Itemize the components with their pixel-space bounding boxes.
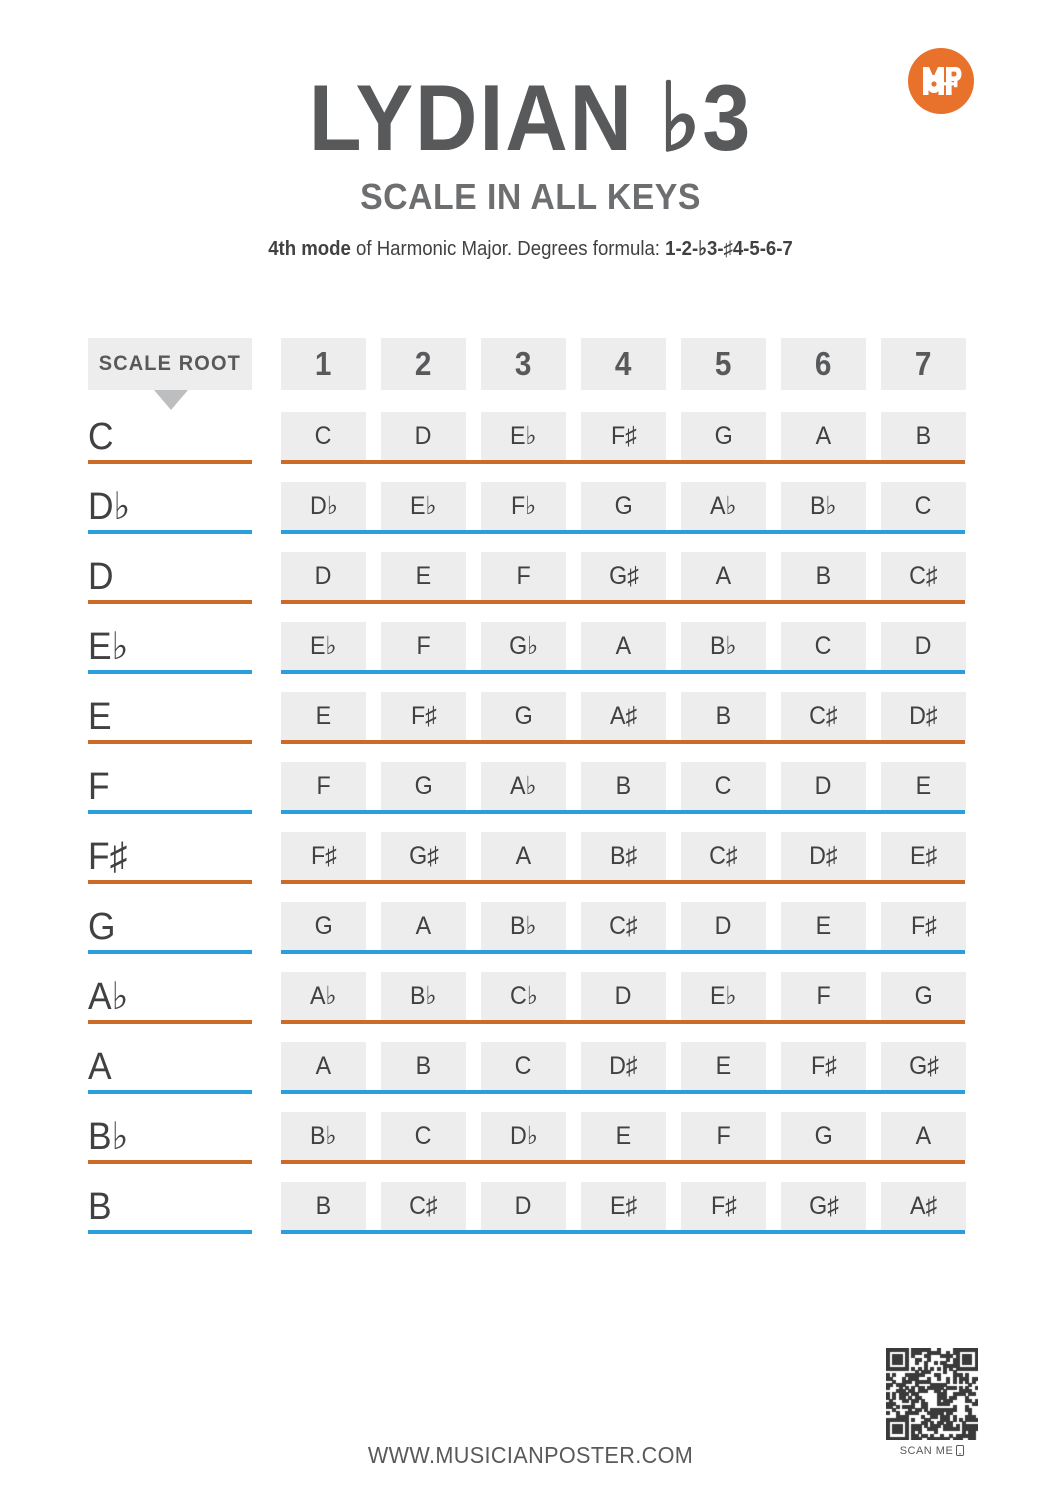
- degree-header-label: 2: [415, 345, 432, 382]
- note-cell: [581, 832, 666, 880]
- note-label: B: [715, 701, 732, 730]
- note-cell: [881, 972, 966, 1020]
- note-label: E♭: [510, 422, 537, 450]
- note-cell: [681, 552, 766, 600]
- note-cell: [881, 762, 966, 810]
- note-cell: [681, 902, 766, 950]
- note-label: B: [415, 1051, 432, 1080]
- note-label: G♭: [508, 632, 539, 660]
- note-label: G: [314, 911, 333, 940]
- note-label: F: [416, 631, 431, 660]
- note-label: E: [315, 701, 332, 730]
- note-cell: [481, 762, 566, 810]
- note-label: B♭: [410, 982, 437, 1010]
- table-row: [0, 394, 1061, 464]
- note-label: F: [316, 771, 331, 800]
- note-cell: [281, 762, 366, 810]
- note-label: A♯: [909, 1191, 938, 1220]
- scale-root-label: A♭: [88, 976, 129, 1018]
- note-label: G♯: [608, 561, 639, 590]
- note-label: B: [815, 561, 832, 590]
- note-cell: [681, 832, 766, 880]
- note-label: A♭: [510, 772, 537, 800]
- scale-root-header-label: SCALE ROOT: [98, 352, 242, 375]
- note-label: E♭: [410, 492, 437, 520]
- note-label: G: [714, 421, 733, 450]
- note-label: D♭: [309, 492, 338, 520]
- note-cell: [781, 1182, 866, 1230]
- note-cell: [781, 972, 866, 1020]
- note-cell: [481, 1042, 566, 1090]
- note-cell: [381, 1182, 466, 1230]
- scale-root-label: F: [88, 766, 110, 808]
- scan-me-row: [886, 1445, 978, 1457]
- note-cell: [881, 692, 966, 740]
- scale-root-cell: [88, 472, 252, 528]
- note-cell: [581, 1182, 666, 1230]
- scale-root-label: G: [88, 906, 116, 948]
- degree-header-label: 6: [815, 345, 832, 382]
- table-row: [0, 534, 1061, 604]
- note-cell: [881, 832, 966, 880]
- note-cell: [681, 972, 766, 1020]
- note-label: F: [816, 981, 831, 1010]
- note-cell: [481, 972, 566, 1020]
- note-cell: [781, 482, 866, 530]
- note-cell: [781, 832, 866, 880]
- note-label: D: [515, 1191, 532, 1220]
- note-cell: [581, 482, 666, 530]
- note-cell: [381, 1042, 466, 1090]
- degree-header-3: [481, 338, 566, 390]
- note-cell: [281, 412, 366, 460]
- phone-icon: [956, 1445, 964, 1456]
- scale-root-label: B: [88, 1186, 112, 1228]
- note-label: D♯: [909, 701, 938, 730]
- note-label: C♯: [709, 841, 738, 870]
- note-label: D: [815, 771, 832, 800]
- note-cell: [681, 1182, 766, 1230]
- note-label: A♯: [609, 701, 638, 730]
- note-cell: [781, 622, 866, 670]
- table-header-row: [0, 338, 1061, 394]
- note-label: E♯: [909, 841, 938, 870]
- note-label: F♯: [410, 701, 437, 730]
- scale-root-cell: [88, 1032, 252, 1088]
- degree-header-4: [581, 338, 666, 390]
- scale-root-cell: [88, 752, 252, 808]
- note-cell: [281, 1112, 366, 1160]
- note-label: G♯: [908, 1051, 939, 1080]
- note-label: A: [315, 1051, 332, 1080]
- note-label: D♯: [809, 841, 838, 870]
- note-label: G♯: [808, 1191, 839, 1220]
- note-label: C: [815, 631, 832, 660]
- note-label: D: [915, 631, 932, 660]
- note-label: E: [415, 561, 432, 590]
- note-cell: [781, 762, 866, 810]
- note-cell: [681, 692, 766, 740]
- note-label: B♭: [710, 632, 737, 660]
- note-cell: [681, 1042, 766, 1090]
- note-label: G♯: [408, 841, 439, 870]
- degrees-formula: 1-2-♭3-♯4-5-6-7: [665, 238, 793, 261]
- note-cell: [381, 622, 466, 670]
- note-cell: [881, 552, 966, 600]
- note-label: B: [915, 421, 932, 450]
- note-cell: [581, 412, 666, 460]
- table-row: [0, 464, 1061, 534]
- note-cell: [581, 1042, 666, 1090]
- table-row: [0, 1094, 1061, 1164]
- poster-header: [0, 0, 1061, 261]
- scan-me-label: SCAN ME: [899, 1445, 954, 1457]
- table-row: [0, 1164, 1061, 1234]
- scale-root-cell: [88, 612, 252, 668]
- scale-root-label: B♭: [88, 1116, 129, 1158]
- note-cell: [481, 482, 566, 530]
- note-label: C: [915, 491, 932, 520]
- table-row: [0, 744, 1061, 814]
- note-cell: [681, 1112, 766, 1160]
- site-url: WWW.MUSICIANPOSTER.COM: [367, 1442, 694, 1468]
- scale-root-label: F♯: [88, 836, 128, 878]
- scale-root-cell: [88, 542, 252, 598]
- note-cell: [581, 622, 666, 670]
- note-label: E♭: [310, 632, 337, 660]
- table-row: [0, 814, 1061, 884]
- note-cell: [381, 692, 466, 740]
- note-label: C♯: [609, 911, 638, 940]
- degree-header-1: [281, 338, 366, 390]
- note-cell: [481, 412, 566, 460]
- note-label: D: [715, 911, 732, 940]
- note-label: E♭: [710, 982, 737, 1010]
- note-label: C: [415, 1121, 432, 1150]
- note-cell: [481, 832, 566, 880]
- note-cell: [781, 1112, 866, 1160]
- note-label: F: [716, 1121, 731, 1150]
- note-label: C♯: [409, 1191, 438, 1220]
- scale-root-header: [88, 338, 252, 390]
- note-label: B♭: [510, 912, 537, 940]
- note-cell: [281, 832, 366, 880]
- degree-header-label: 7: [915, 345, 932, 382]
- note-label: A: [915, 1121, 932, 1150]
- note-label: F♯: [910, 911, 937, 940]
- scale-root-cell: [88, 892, 252, 948]
- note-label: E: [715, 1051, 732, 1080]
- note-label: F♭: [510, 492, 537, 520]
- note-label: A: [815, 421, 832, 450]
- note-cell: [381, 482, 466, 530]
- note-cell: [381, 552, 466, 600]
- note-cell: [481, 552, 566, 600]
- note-label: E: [815, 911, 832, 940]
- table-row: [0, 884, 1061, 954]
- note-cell: [381, 762, 466, 810]
- note-label: F: [516, 561, 531, 590]
- note-label: A♭: [310, 982, 337, 1010]
- degree-header-label: 1: [315, 345, 332, 382]
- note-label: C♭: [509, 982, 538, 1010]
- note-cell: [581, 692, 666, 740]
- note-label: G: [914, 981, 933, 1010]
- note-cell: [381, 1112, 466, 1160]
- note-cell: [681, 482, 766, 530]
- note-label: D♭: [509, 1122, 538, 1150]
- note-cell: [681, 622, 766, 670]
- scale-table: [0, 338, 1061, 1234]
- note-cell: [281, 622, 366, 670]
- note-cell: [681, 412, 766, 460]
- note-label: A: [515, 841, 532, 870]
- scale-root-cell: [88, 822, 252, 878]
- table-row: [0, 954, 1061, 1024]
- note-label: C: [715, 771, 732, 800]
- page-title: LYDIAN ♭3: [308, 65, 753, 170]
- note-label: D: [315, 561, 332, 590]
- note-cell: [581, 552, 666, 600]
- note-label: C: [315, 421, 332, 450]
- note-cell: [381, 902, 466, 950]
- degree-header-2: [381, 338, 466, 390]
- note-cell: [781, 1042, 866, 1090]
- note-cell: [281, 902, 366, 950]
- qr-code[interactable]: [886, 1348, 978, 1440]
- note-label: C♯: [909, 561, 938, 590]
- note-cell: [381, 412, 466, 460]
- note-cell: [281, 552, 366, 600]
- note-label: D♯: [609, 1051, 638, 1080]
- note-label: B: [315, 1191, 332, 1220]
- note-cell: [481, 1112, 566, 1160]
- note-cell: [381, 972, 466, 1020]
- scale-root-cell: [88, 682, 252, 738]
- scale-root-cell: [88, 1102, 252, 1158]
- table-row: [0, 674, 1061, 744]
- scale-root-cell: [88, 402, 252, 458]
- note-cell: [281, 692, 366, 740]
- qr-block: [886, 1348, 978, 1457]
- degree-header-label: 5: [715, 345, 732, 382]
- mode-parent-label: of Harmonic Major. Degrees formula:: [350, 238, 666, 261]
- note-cell: [881, 902, 966, 950]
- degree-header-7: [881, 338, 966, 390]
- scale-root-cell: [88, 1172, 252, 1228]
- notes-underline: [281, 1230, 965, 1234]
- scale-root-label: E♭: [88, 626, 129, 668]
- note-label: G: [814, 1121, 833, 1150]
- note-label: B♭: [810, 492, 837, 520]
- note-label: C: [515, 1051, 532, 1080]
- mode-description: [37, 218, 1024, 261]
- note-label: E: [915, 771, 932, 800]
- note-label: E♯: [609, 1191, 638, 1220]
- note-cell: [781, 552, 866, 600]
- note-label: A: [715, 561, 732, 590]
- table-row: [0, 604, 1061, 674]
- degree-header-5: [681, 338, 766, 390]
- note-cell: [581, 902, 666, 950]
- note-label: G: [614, 491, 633, 520]
- note-label: B: [615, 771, 632, 800]
- note-cell: [481, 622, 566, 670]
- note-cell: [881, 1112, 966, 1160]
- note-cell: [281, 1042, 366, 1090]
- note-cell: [681, 762, 766, 810]
- note-label: A: [615, 631, 632, 660]
- mode-number-label: 4th mode: [268, 238, 351, 261]
- root-underline: [88, 1230, 252, 1234]
- scale-root-cell: [88, 962, 252, 1018]
- note-cell: [281, 972, 366, 1020]
- note-label: F♯: [810, 1051, 837, 1080]
- page-subtitle: SCALE IN ALL KEYS: [360, 176, 701, 218]
- note-cell: [481, 692, 566, 740]
- note-cell: [281, 482, 366, 530]
- degree-header-label: 4: [615, 345, 632, 382]
- note-label: D: [415, 421, 432, 450]
- note-cell: [581, 972, 666, 1020]
- note-label: F♯: [710, 1191, 737, 1220]
- note-cell: [881, 412, 966, 460]
- note-label: F♯: [310, 841, 337, 870]
- note-cell: [481, 902, 566, 950]
- scale-root-label: D: [88, 556, 114, 598]
- scale-root-label: C: [88, 416, 114, 458]
- note-label: D: [615, 981, 632, 1010]
- note-cell: [781, 902, 866, 950]
- note-label: B♭: [310, 1122, 337, 1150]
- table-row: [0, 1024, 1061, 1094]
- note-label: F♯: [610, 421, 637, 450]
- degree-header-6: [781, 338, 866, 390]
- scale-root-label: D♭: [88, 486, 131, 528]
- note-cell: [581, 762, 666, 810]
- note-label: A: [415, 911, 432, 940]
- note-cell: [281, 1182, 366, 1230]
- note-cell: [881, 1182, 966, 1230]
- note-label: G: [414, 771, 433, 800]
- note-label: C♯: [809, 701, 838, 730]
- note-label: G: [514, 701, 533, 730]
- scale-root-label: E: [88, 696, 112, 738]
- note-label: A♭: [710, 492, 737, 520]
- note-cell: [381, 832, 466, 880]
- note-cell: [881, 622, 966, 670]
- note-cell: [781, 692, 866, 740]
- scale-root-label: A: [88, 1046, 112, 1088]
- note-cell: [781, 412, 866, 460]
- note-cell: [881, 1042, 966, 1090]
- note-label: B♯: [609, 841, 638, 870]
- note-label: E: [615, 1121, 632, 1150]
- degree-header-label: 3: [515, 345, 532, 382]
- note-cell: [881, 482, 966, 530]
- note-cell: [481, 1182, 566, 1230]
- note-cell: [581, 1112, 666, 1160]
